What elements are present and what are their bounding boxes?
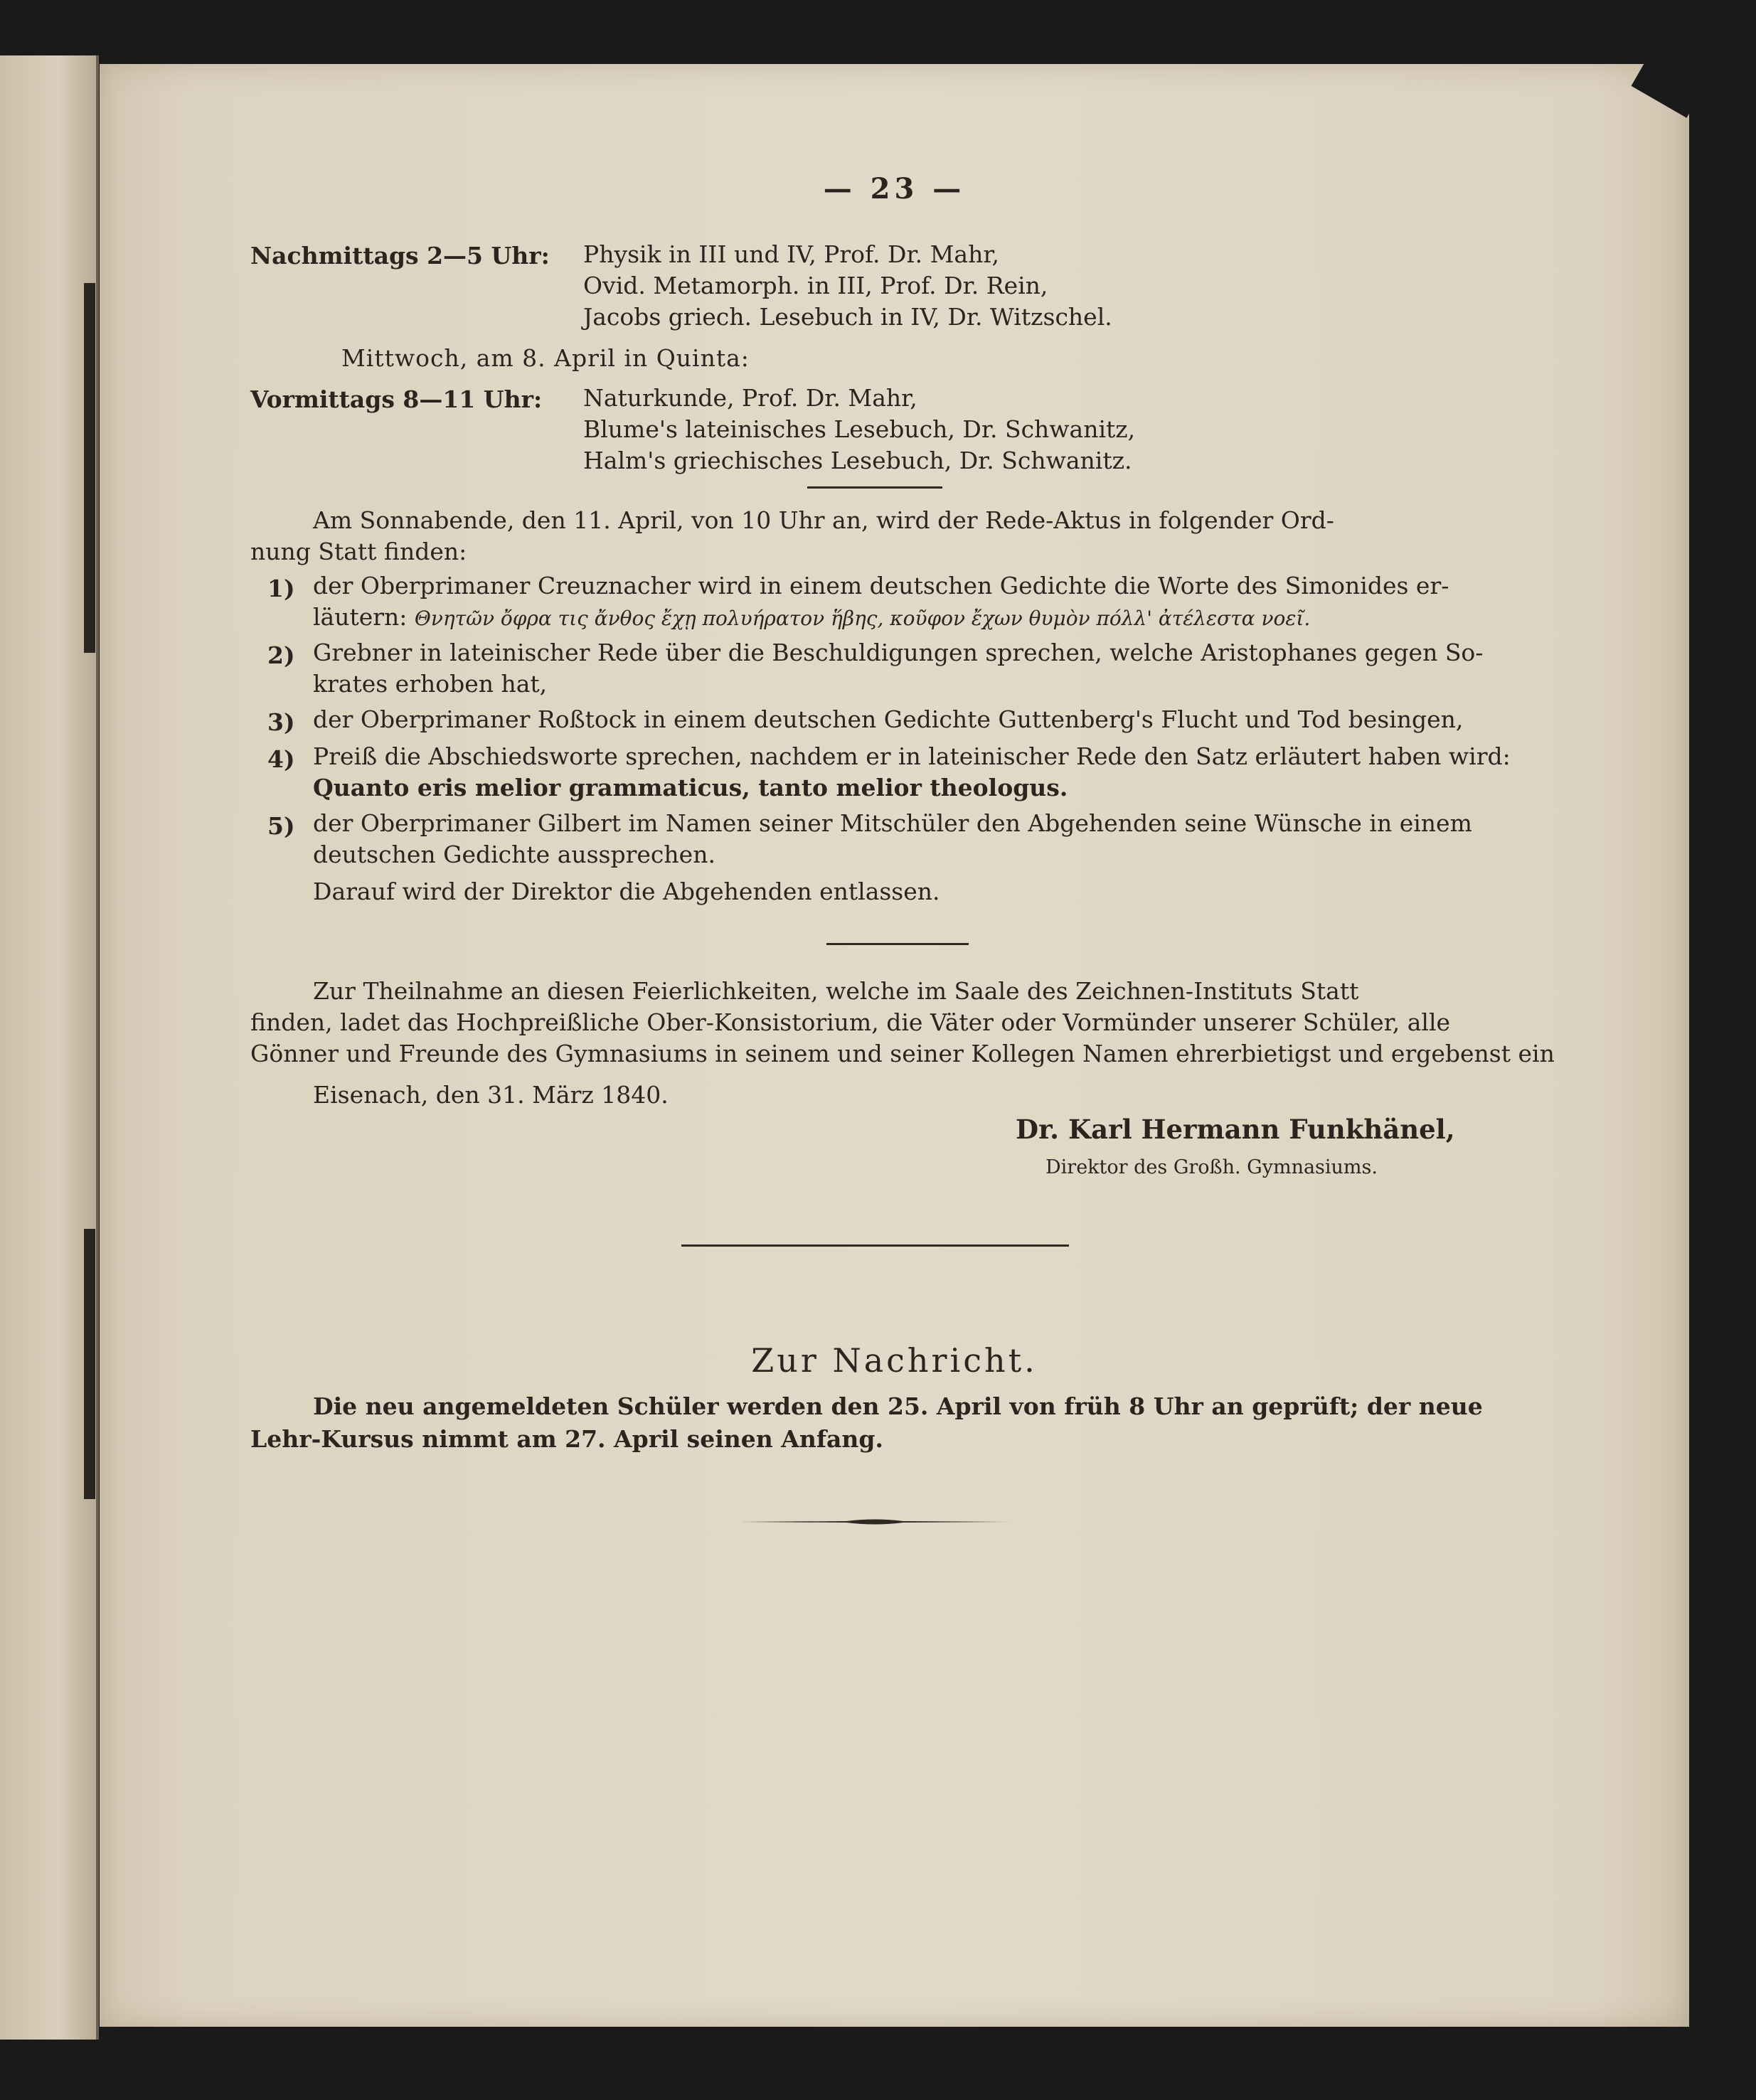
schedule-line: Jacobs griech. Lesebuch in IV, Dr. Witzschel. [583,303,1112,331]
redeaktus-intro: nung Statt finden: [250,538,467,565]
list-item-text: krates erhoben hat, [313,670,548,698]
greek-quote: Θνητῶν ὄφρα τις ἄνθος ἔχῃ πολυήρατον ἥβης, κοῦφον ἔχων θυμὸν πόλλ' ἀτέλεστα νοεῖ. [414,607,1311,630]
invitation-text: Zur Theilnahme an diesen Feierlichkeiten, welche im Saale des Zeichnen-Instituts Statt [313,977,1359,1005]
notice-text: Die neu angemeldeten Schüler werden den 25. April von früh 8 Uhr an geprüft; der neue [313,1392,1483,1420]
list-item-text: deutschen Gedichte aussprechen. [313,841,715,868]
list-item-text [313,602,1310,634]
divider-rule [681,1244,1069,1247]
page-corner [1632,43,1712,118]
list-number: 2) [267,641,295,669]
notice-text: Lehr-Kursus nimmt am 27. April seinen Anfang. [250,1425,883,1453]
binding-shadow [84,1229,95,1499]
divider-rule [807,486,942,489]
latin-quote: Quanto eris melior grammaticus, tanto melior theologus. [313,774,1068,801]
list-item-text: der Oberprimaner Creuznacher wird in einem deutschen Gedichte die Worte des Simonides er- [313,572,1449,599]
document-page [100,64,1689,2027]
signature-name: Dr. Karl Hermann Funkhänel, [1016,1114,1455,1145]
signature-title: Direktor des Großh. Gymnasiums. [1045,1156,1378,1178]
list-number: 1) [267,575,295,602]
invitation-text: finden, ladet das Hochpreißliche Ober-Konsistorium, die Väter oder Vormünder unserer Schüler, alle [250,1008,1451,1036]
redeaktus-intro: Am Sonnabende, den 11. April, von 10 Uhr an, wird der Rede-Aktus in folgender Ord- [313,506,1334,534]
page-number: — 23 — [823,172,966,206]
place-date: Eisenach, den 31. März 1840. [313,1081,669,1109]
schedule-line: Physik in III und IV, Prof. Dr. Mahr, [583,240,999,268]
list-item-text: der Oberprimaner Gilbert im Namen seiner Mitschüler den Abgehenden seine Wünsche in einem [313,809,1472,837]
binding-shadow [84,283,95,653]
list-item-text: Preiß die Abschiedsworte sprechen, nachdem er in lateinischer Rede den Satz erläutert haben wird: [313,742,1511,770]
schedule-day-heading: Mittwoch, am 8. April in Quinta: [341,344,750,372]
list-item-text: Grebner in lateinischer Rede über die Beschuldigungen sprechen, welche Aristophanes gegen So- [313,639,1484,666]
schedule-label-morning: Vormittags 8—11 Uhr: [250,385,543,413]
list-number: 3) [267,708,295,736]
list-item-text: der Oberprimaner Roßtock in einem deutschen Gedichte Guttenberg's Flucht und Tod besingen, [313,705,1464,733]
list-number: 5) [267,812,295,840]
ornament-divider [740,1515,1010,1529]
redeaktus-closing: Darauf wird der Direktor die Abgehenden entlassen. [313,878,940,905]
notice-heading: Zur Nachricht. [751,1341,1038,1380]
ornament-divider-shape [740,1520,1010,1525]
schedule-line: Halm's griechisches Lesebuch, Dr. Schwanitz. [583,447,1132,474]
list-number: 4) [267,745,295,773]
schedule-line: Naturkunde, Prof. Dr. Mahr, [583,384,917,412]
divider-rule [826,943,969,945]
schedule-line: Blume's lateinisches Lesebuch, Dr. Schwanitz, [583,415,1136,443]
invitation-text: Gönner und Freunde des Gymnasiums in seinem und seiner Kollegen Namen ehrerbietigst und ergebenst ein [250,1040,1555,1067]
list-item-prefix: läutern: [313,603,408,631]
facing-page-edge [0,55,99,2040]
schedule-label-afternoon: Nachmittags 2—5 Uhr: [250,242,550,270]
schedule-line: Ovid. Metamorph. in III, Prof. Dr. Rein, [583,272,1048,299]
